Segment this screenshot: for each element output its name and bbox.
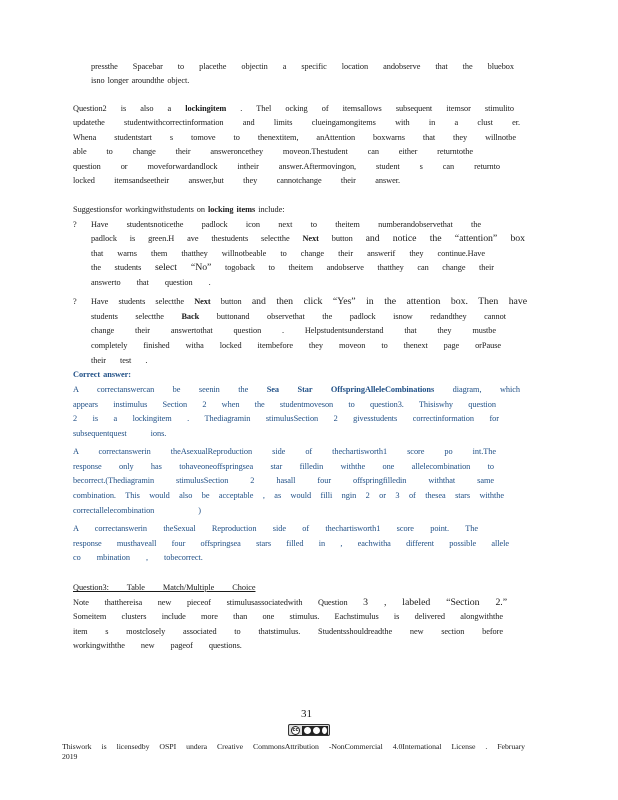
intro-line: pressthe Spacebar to placethe objectin a specific location andobserve that the bluebox <box>91 62 514 71</box>
question2-line: Question2 is also a lockingitem . Thel ocking of itemsallows subsequent itemsor stimulito <box>73 104 514 113</box>
license-line: 2019 <box>62 752 78 761</box>
question2-line: Whena studentstart s tomove to thenextitem, anAttention boxwarns that they willnotbe <box>73 133 516 142</box>
suggestion-line: Have studentsnoticethe padlock icon next to theitem numberandobservethat the <box>91 220 481 229</box>
question3-line: item s mostclosely associated to thatstimulus. Studentsshouldreadthe new section before <box>73 627 503 636</box>
question2-line: locked itemsandseetheir answer,but they cannotchange their answer. <box>73 176 400 185</box>
suggestion-line: that warns them thatthey willnotbeable to change their answerif they continue.Have <box>91 249 485 258</box>
page-number: 31 <box>301 708 312 720</box>
suggestion-line: students selectthe Back buttonand observethat the padlock isnow redandthey cannot <box>91 312 506 321</box>
cc-by-nc-icon: cc <box>288 724 330 736</box>
question2-line: question or moveforwardandlock intheir answer.Aftermovingon, student s can returnto <box>73 162 500 171</box>
bullet-marker: ? <box>73 220 77 229</box>
question3-line: workingwiththe new pageof questions. <box>73 641 242 650</box>
suggestion-line: Have students selectthe Next button and then click “Yes” in the attention box. Then have <box>91 296 527 307</box>
answer-line: becorrect.(Thediagramin stimulusSection 2 hasall four offspringfilledin withthat same <box>73 476 494 485</box>
answer-line: subsequentquest ions. <box>73 429 167 438</box>
answer-line: co mbination , tobecorrect. <box>73 553 203 562</box>
question3-line: Note thatthereisa new pieceof stimulusassociatedwith Question 3 , labeled “Section 2.” <box>73 597 507 608</box>
diagram-title: Sea Star OffspringAlleleCombinations <box>266 385 435 394</box>
answer-line: correctallelecombination ) <box>73 506 202 515</box>
answer-line: appears instimulus Section 2 when the studentmoveson to question3. Thisiswhy question <box>73 400 496 409</box>
answer-line: combination. This would also be acceptable , as would filli ngin 2 or 3 of thesea stars withthe <box>73 491 504 500</box>
correct-answer-heading: Correct answer: <box>73 370 131 379</box>
question2-line: updatethe studentwithcorrectinformation and limits clueingamongitems with in a clust er. <box>73 118 520 127</box>
bullet-marker: ? <box>73 297 77 306</box>
license-line: Thiswork is licensedby OSPI undera Creative CommonsAttribution -NonCommercial 4.0International License . February <box>62 742 525 751</box>
question3-line: Someitem clusters include more than one stimulus. Eachstimulus is delivered alongwiththe <box>73 612 503 621</box>
intro-line: isno longer aroundthe object. <box>91 76 190 85</box>
suggestion-line: change their answertothat question . Helpstudentsunderstand that they mustbe <box>91 326 496 335</box>
suggestion-line: completely finished witha locked itembefore they moveon to thenext page orPause <box>91 341 501 350</box>
answer-line: response only has tohaveoneoffspringsea star filledin withthe one allelecombination to <box>73 462 494 471</box>
question3-heading: Question3: Table Match/Multiple Choice <box>73 583 256 592</box>
suggestion-line: their test . <box>91 356 148 365</box>
suggestions-heading: Suggestionsfor workingwithstudents on locking items include: <box>73 205 285 214</box>
suggestion-line: answerto that question . <box>91 278 211 287</box>
suggestion-line: padlock is green.H ave thestudents selectthe Next button and notice the “attention” box <box>91 233 525 244</box>
suggestion-line: the students select “No” togoback to theitem andobserve thatthey can change their <box>91 262 494 273</box>
locking-item-term: lockingitem <box>185 104 227 113</box>
answer-line: 2 is a lockingitem . Thediagramin stimulusSection 2 givesstudents correctinformation for <box>73 414 499 423</box>
question2-line: able to change their answeroncethey moveon.Thestudent can either returntothe <box>73 147 473 156</box>
answer-line: A correctanswercan be seenin the Sea Star OffspringAlleleCombinations diagram, which <box>73 385 520 394</box>
answer-line: response musthaveall four offspringsea stars filled in , eachwitha different possible allele <box>73 539 509 548</box>
answer-line: A correctanswerin theAsexualReproduction side of thechartisworth1 score po int.The <box>73 447 496 456</box>
answer-line: A correctanswerin theSexual Reproduction side of thechartisworth1 score point. The <box>73 524 478 533</box>
